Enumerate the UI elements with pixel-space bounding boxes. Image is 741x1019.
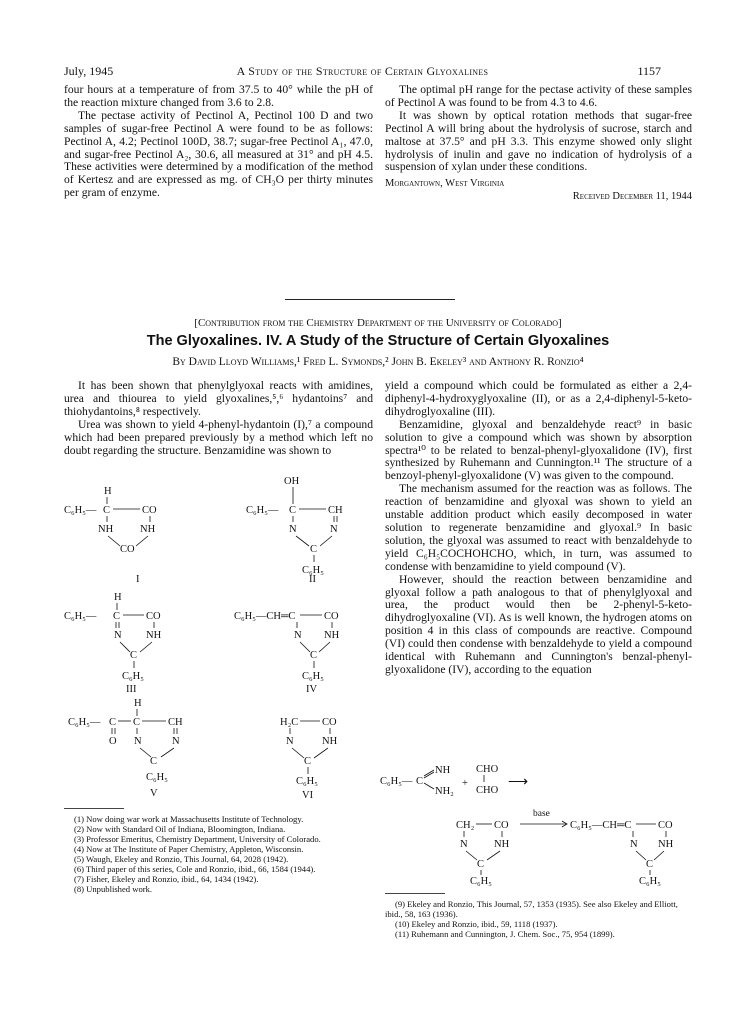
footnote-rule [64, 808, 124, 809]
chem-atom: C₆H₅— [64, 611, 97, 622]
chem-atom: C [646, 859, 654, 870]
paragraph: four hours at a temperature of from 37.5 to 40° while the pH of the reaction mixture changed from 3.6 to 2.8. [64, 83, 373, 109]
chem-atom: O [109, 736, 117, 747]
chem-atom: C₆H₅—CH═C [234, 611, 296, 622]
compound-label: II [309, 574, 316, 585]
chem-atom: C [310, 650, 318, 661]
chem-atom: C₆H₅ [470, 876, 492, 887]
footnote: (2) Now with Standard Oil of Indiana, Bloomington, Indiana. [74, 824, 286, 834]
paragraph: The mechanism assumed for the reaction was as follows. The reaction of benzamidine and glyoxal was shown to yield an unstable addition product which easily decomposed in water solution to regenerate benzamidine and glyoxal.⁹ In basic solution, the glyoxal was assumed to react with benzaldehyde to yield C₆H₅COCHOHCHO, which, in turn, was assumed to condense with benzamidine to yield compound (V). [385, 482, 692, 573]
chem-atom: C [113, 611, 121, 622]
footnote: (10) Ekeley and Ronzio, ibid., 59, 1118 (1937). [395, 919, 558, 929]
paragraph: The pectase activity of Pectinol A, Pectinol 100 D and two samples of sugar-free Pectinol A were found to be as follows: Pectinol A, 4.2; Pectinol 100D, 38.7; sugar-free Pectinol A₁, 47.0, and sugar-free Pectinol A₂, 30.6, all measured at 31° and pH 4.5. These activities were determined by a modification of the method of Kertesz and are expressed as mg. of CH₃O per thirty minutes per gram of enzyme. [64, 108, 373, 200]
paragraph: It has been shown that phenylglyoxal reacts with amidines, urea and thiourea to yield glyoxalines,⁵,⁶ hydantoins⁷ and thiohydantoins,⁸ respectively. [64, 379, 373, 418]
chem-atom: NH [435, 765, 451, 776]
compound-label: IV [306, 684, 318, 695]
authors-line: By David Lloyd Williams,¹ Fred L. Symonds,² John B. Ekeley³ and Anthony R. Ronzio⁴ [172, 356, 584, 368]
prev-article-col2 [385, 84, 692, 204]
body-col2 [385, 380, 692, 677]
chem-atom: C₆H₅— [246, 505, 279, 516]
footnote: (4) Now at The Institute of Paper Chemistry, Appleton, Wisconsin. [74, 844, 304, 854]
chem-atom: C [416, 776, 424, 787]
chem-atom: CO [146, 611, 161, 622]
chem-atom: C [130, 650, 138, 661]
paragraph: Urea was shown to yield 4-phenyl-hydantoin (I),⁷ a compound which had been prepared previously by a method which left no doubt regarding the structure. Benzamidine was shown to [64, 417, 373, 457]
footnotes-right [385, 899, 685, 939]
footnote: (6) Third paper of this series, Cole and Ronzio, ibid., 66, 1584 (1944). [74, 864, 316, 874]
footnote: (5) Waugh, Ekeley and Ronzio, This Journal, 64, 2028 (1942). [74, 854, 289, 864]
location: Morgantown, West Virginia [385, 178, 505, 190]
chem-atom: CHO [476, 785, 499, 796]
chem-atom: C₆H₅ [302, 671, 324, 682]
chem-atom: NH₂ [435, 786, 454, 797]
footnote: (8) Unpublished work. [74, 884, 153, 894]
chem-atom: C₆H₅— [380, 776, 413, 787]
running-title: A Study of the Structure of Certain Glyoxalines [236, 64, 489, 78]
chem-atom: H [114, 592, 122, 603]
chem-atom: H [104, 486, 112, 497]
chem-atom: H₂C [280, 717, 299, 728]
chem-atom: C [477, 859, 485, 870]
paragraph: The optimal pH range for the pectase activity of these samples of Pectinol A was found to be from 4.3 to 4.6. [385, 83, 692, 109]
chem-atom: NH [658, 839, 674, 850]
footnote: (1) Now doing war work at Massachusetts Institute of Technology. [74, 814, 304, 824]
chem-atom: C₆H₅ [639, 876, 661, 887]
compound-label: VI [302, 790, 314, 801]
structure-diagram-vi [280, 704, 370, 804]
chem-atom: N [172, 736, 180, 747]
chem-atom: N [460, 839, 468, 850]
chem-atom: CH [328, 505, 343, 516]
chem-atom: C₆H₅— [64, 505, 97, 516]
chem-atom: N [286, 736, 294, 747]
chem-atom: CO [322, 717, 337, 728]
paragraph: However, should the reaction between benzamidine and glyoxal follow a path analogous to that of phenylglyoxal and urea, the product would then be 2-phenyl-5-keto-dihydroglyoxaline (VI). As is well known, the hydrogen atoms on position 4 in this class of compounds are reactive. Compound (VI) could then condense with benzaldehyde to yield a compound identical with Ruhemann and Cunnington's benzal-phenyl-glyoxalidone (IV), according to the equation [385, 572, 692, 676]
chem-atom: N [134, 736, 142, 747]
chem-atom: C₆H₅ [146, 772, 168, 783]
chem-atom [146, 772, 168, 783]
chem-atom: NH [140, 524, 156, 535]
reaction-equation [380, 760, 692, 888]
chem-atom: N [630, 839, 638, 850]
article-title: The Glyoxalines. IV. A Study of the Structure of Certain Glyoxalines [146, 333, 610, 349]
chem-atom: N [289, 524, 297, 535]
header-date: July, 1945 [64, 64, 114, 78]
paragraph: Benzamidine, glyoxal and benzaldehyde react⁹ in basic solution to give a compound which was shown by absorption spectra¹⁰ to be related to benzal-phenyl-glyoxalidone (IV), first synthesized by Ruhemann and Cunnington.¹¹ The structure of a benzoyl-phenyl-glyoxalidone (V) was given to the compound. [385, 417, 692, 483]
plus-sign: + [462, 778, 468, 789]
chem-atom: OH [284, 476, 300, 487]
footnote: (11) Ruhemann and Cunnington, J. Chem. Soc., 75, 954 (1899). [395, 929, 615, 939]
chem-atom: C [133, 717, 141, 728]
footnote: (7) Fisher, Ekeley and Ronzio, ibid., 64, 1434 (1942). [74, 874, 259, 884]
body-col1 [64, 380, 373, 457]
chem-atom: NH [324, 630, 340, 641]
chem-atom: C [304, 756, 312, 767]
chem-atom: C [150, 756, 158, 767]
chem-atom: NH [322, 736, 338, 747]
chem-atom: NH [98, 524, 114, 535]
chem-atom: C [310, 544, 318, 555]
chem-atom: C [103, 505, 111, 516]
arrow: ⟶ [508, 775, 529, 790]
chem-atom: CO [120, 544, 135, 555]
compound-label: III [126, 684, 137, 695]
paragraph: It was shown by optical rotation methods that sugar-free Pectinol A will bring about the hydrolysis of sucrose, starch and maltose at 37.5° and pH 3.3. This enzyme showed only slight hydrolysis of inulin and gave no indication of hydrolysis of a suspension of xylan under these conditions. [385, 108, 692, 174]
chem-atom: C [289, 505, 297, 516]
compound-label: I [136, 574, 140, 585]
chem-atom: C₆H₅ [122, 671, 144, 682]
footnote: (3) Professor Emeritus, Chemistry Department, University of Colorado. [74, 834, 321, 844]
chem-atom: C₆H₅ [302, 565, 324, 576]
received-date: Received December 11, 1944 [572, 191, 692, 203]
chem-atom: C₆H₅ [296, 776, 318, 787]
chem-atom: CO [658, 820, 673, 831]
chem-atom: CO [142, 505, 157, 516]
footnote-rule [385, 893, 445, 894]
chem-atom: NH [146, 630, 162, 641]
chem-atom: CO [324, 611, 339, 622]
chem-atom: NH [494, 839, 510, 850]
chem-atom: N [330, 524, 338, 535]
contribution-line: [Contribution from the Chemistry Department of the University of Colorado] [194, 317, 562, 329]
chem-atom: CH₂ [456, 820, 475, 831]
prev-article-col1 [64, 84, 373, 200]
page-number: 1157 [637, 64, 661, 78]
chem-atom: CH [168, 717, 183, 728]
paragraph: yield a compound which could be formulated as either a 2,4-diphenyl-4-hydroxyglyoxaline (II), or as a 2,4-diphenyl-5-keto-dihydroglyoxaline (III). [385, 379, 692, 418]
chem-atom: C₆H₅— [68, 717, 101, 728]
separator-rule [285, 299, 455, 300]
chem-atom: N [294, 630, 302, 641]
footnote: (9) Ekeley and Ronzio, This Journal, 57, 1353 (1935). See also Ekeley and Elliott, ibid., 58, 163 (1936). [385, 899, 678, 919]
chem-atom: C [109, 717, 117, 728]
chem-atom: CO [494, 820, 509, 831]
compound-label: V [150, 788, 158, 799]
chem-atom: CHO [476, 764, 499, 775]
chem-atom: C₆H₅—CH═C [570, 820, 632, 831]
footnotes-left [64, 814, 364, 894]
chem-atom: N [114, 630, 122, 641]
reaction-condition: base [533, 809, 550, 819]
chem-atom: H [134, 698, 142, 709]
